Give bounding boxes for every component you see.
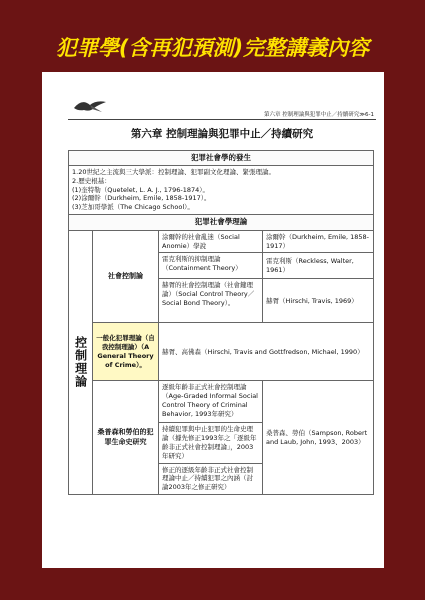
banner-title: 犯罪學(含再犯預測)完整講義內容 [55,36,370,60]
scholar-cell: 雷克利斯（Reckless, Walter, 1961） [263,253,374,279]
running-head: 第六章 控制理論與犯罪中止／持續研究≫6-1 [264,112,374,118]
general-theory-label: 一般化犯罪理論（自我控制理論）（A General Theory of Crime）。 [93,323,159,381]
section-heading-theories: 犯罪社會學理論 [69,214,374,230]
control-theory-label: 控制理論 [73,336,88,389]
life-course-scholar: 桑普森、勞伯（Sampson, Robert and Laub, John, 1993、2003） [263,381,374,494]
life-course-theory-cell: 修正的逐級年齡非正式社會控制理論中止／持續犯罪之內涵（討論2003年之修正研究） [159,463,263,494]
theory-cell: 雷克利斯的抑制理論（Containment Theory） [159,253,263,279]
banner [0,0,425,72]
scholar-cell: 涂爾幹（Durkheim, Emile, 1858-1917） [263,230,374,253]
section-heading-origins: 犯罪社會學的發生 [69,151,374,166]
chapter-title: 第六章 控制理論與犯罪中止／持續研究 [130,128,314,140]
header-rule [68,119,376,120]
origins-line: (1)奎特勒（Quetelet, L. A. J., 1796-1874）。 [72,185,209,194]
life-course-label: 桑普森和勞伯的犯罪生命史研究 [93,381,159,494]
theory-table [68,150,374,495]
theory-cell: 赫胥的社會控制理論（社會鍵理論）（Social Control Theory／Social Bond Theory）。 [159,279,263,323]
origins-line: 2.歷史根基： [72,176,111,185]
social-control-label: 社會控制論 [93,230,159,323]
life-course-theory-cell: 逐級年齡非正式社會控制理論（Age-Graded Informal Social Control Theory of Criminal Behavior, 1993年研究） [159,381,263,423]
bird-logo-icon [72,96,108,116]
origins-content [69,166,374,215]
control-theory-group [69,230,93,494]
document-page [42,72,384,568]
origins-line: (2)涂爾幹（Durkheim, Emile, 1858-1917）。 [72,194,211,203]
origins-line: (3)芝加哥學派（The Chicago School）。 [72,203,194,212]
life-course-theory-cell: 持續犯罪與中止犯罪的生命史理論（據先修正1993年之「逐級年齡非正式社會控制理論」，2003年研究） [159,423,263,463]
general-theory-scholar: 赫胥、高佛森（Hirschi, Travis and Gottfredson, Michael, 1990） [159,323,374,381]
origins-line: 1.20世紀之主流與三大學派：控制理論、犯罪副文化理論、緊張理論。 [72,168,275,177]
scholar-cell: 赫胥（Hirschi, Travis, 1969） [263,279,374,323]
theory-cell: 涂爾幹的社會亂迷（Social Anomie）學說 [159,230,263,253]
